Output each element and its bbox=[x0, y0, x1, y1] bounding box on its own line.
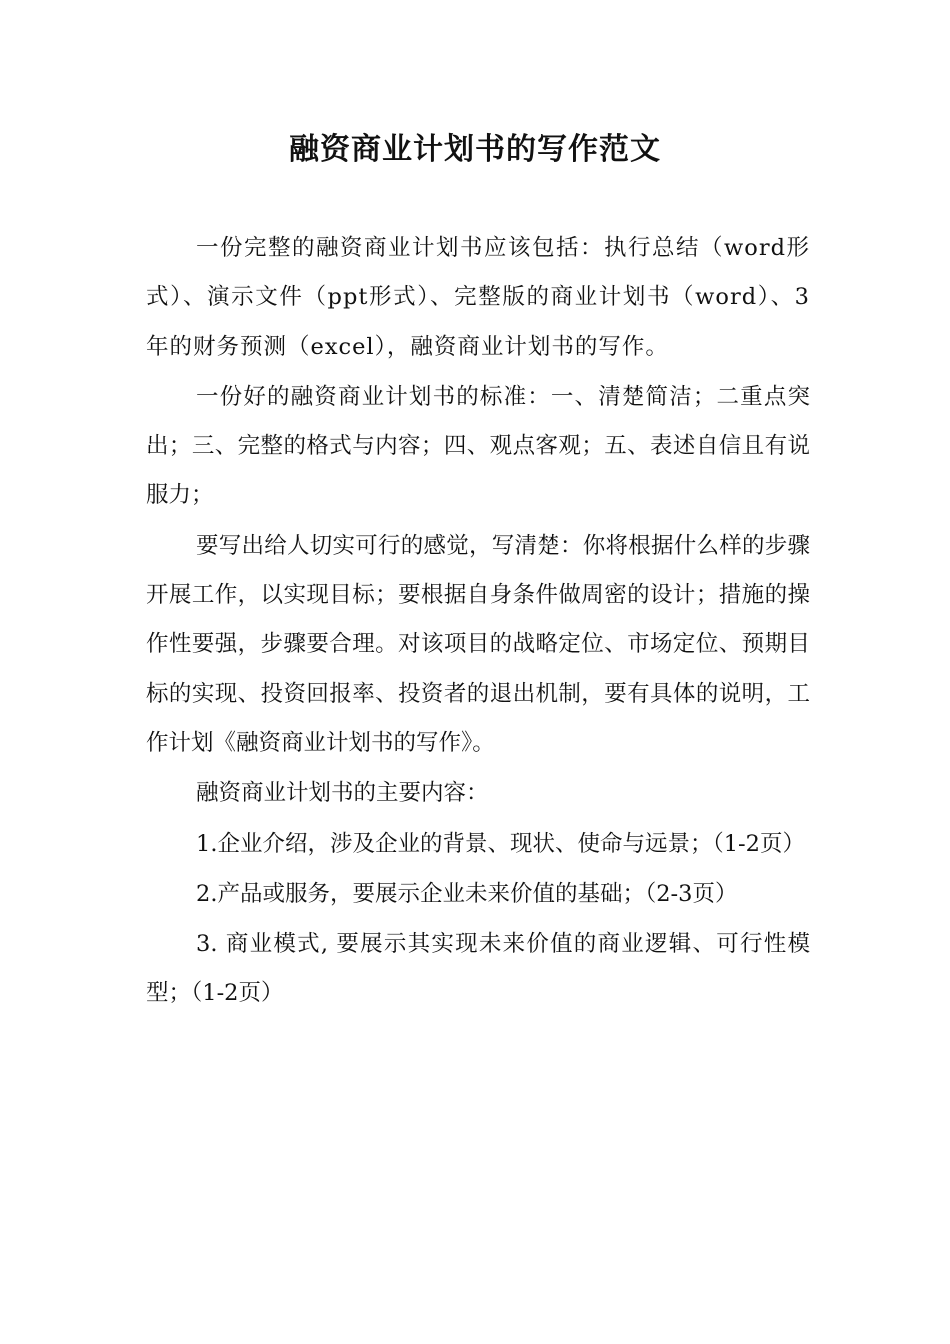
list-item-company-intro: 1.企业介绍，涉及企业的背景、现状、使命与远景；（1-2页） bbox=[196, 830, 805, 857]
document-body bbox=[146, 224, 810, 1020]
paragraph-plan-standards: 一份好的融资商业计划书的标准：一、清楚简洁；二重点突出；三、完整的格式与内容；四、观点客观；五、表述自信且有说服力； bbox=[146, 383, 810, 509]
document-title: 融资商业计划书的写作范文 bbox=[289, 132, 661, 167]
list-item-business-model: 3. 商业模式, 要展示其实现未来价值的商业逻辑、可行性模型；（1-2页） bbox=[146, 931, 810, 1007]
paragraph-feasibility: 要写出给人切实可行的感觉，写清楚：你将根据什么样的步骤开展工作，以实现目标；要根据自身条件做周密的设计；措施的操作性要强，步骤要合理。对该项目的战略定位、市场定位、预期目标的实现、投资回报率、投资者的退出机制，要有具体的说明，工作计划《融资商业计划书的写作》。 bbox=[146, 532, 810, 756]
list-item-products-services: 2.产品或服务，要展示企业未来价值的基础；（2-3页） bbox=[196, 880, 738, 907]
paragraph-main-contents-heading: 融资商业计划书的主要内容： bbox=[196, 780, 489, 807]
paragraph-plan-components: 一份完整的融资商业计划书应该包括：执行总结（word形式）、演示文件（ppt形式）、完整版的商业计划书（word）、3年的财务预测（excel），融资商业计划书的写作。 bbox=[146, 235, 810, 360]
